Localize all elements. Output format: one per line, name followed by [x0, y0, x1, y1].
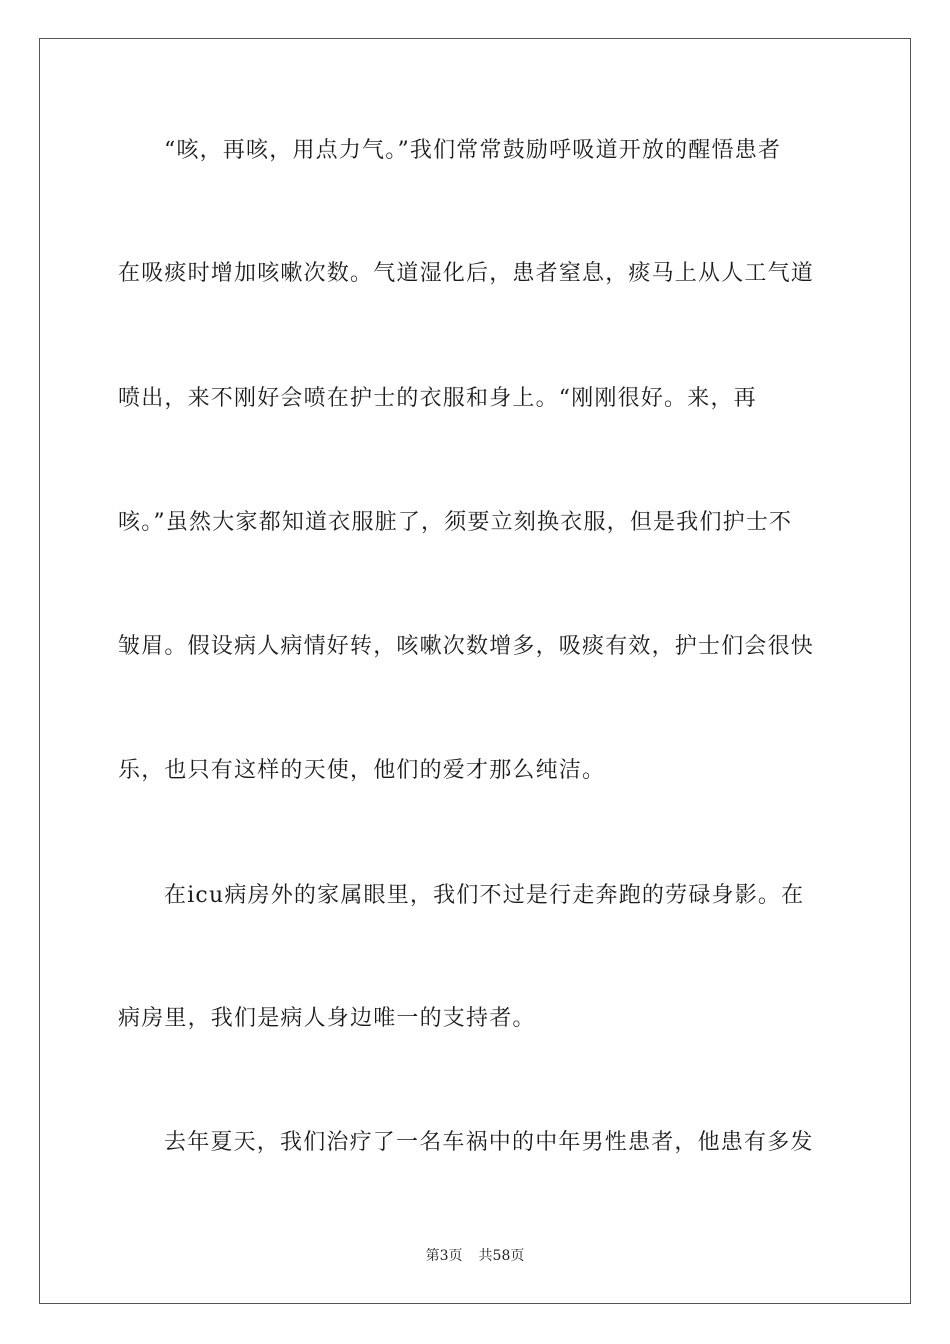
page-border — [39, 38, 911, 1304]
paragraph-line-6: 乐，也只有这样的天使，他们的爱才那么纯洁。 — [118, 758, 606, 783]
paragraph-line-5: 皱眉。假设病人病情好转，咳嗽次数增多，吸痰有效，护士们会很快 — [118, 634, 815, 659]
paragraph-line-2: 在吸痰时增加咳嗽次数。气道湿化后，患者窒息，痰马上从人工气道 — [118, 261, 815, 286]
page-footer — [0, 1247, 950, 1265]
paragraph-line-4: 咳。”虽然大家都知道衣服脏了，须要立刻换衣服，但是我们护士不 — [118, 510, 793, 535]
paragraph-line-9: 去年夏天，我们治疗了一名车祸中的中年男性患者，他患有多发 — [164, 1130, 814, 1155]
page-number: 第3页 — [425, 1248, 463, 1264]
paragraph-line-3: 喷出，来不刚好会喷在护士的衣服和身上。“刚刚很好。来，再 — [118, 386, 757, 411]
paragraph-line-7: 在icu病房外的家属眼里，我们不过是行走奔跑的劳碌身影。在 — [164, 883, 805, 908]
paragraph-line-8: 病房里，我们是病人身边唯一的支持者。 — [118, 1006, 536, 1031]
page-total: 共58页 — [478, 1248, 525, 1264]
paragraph-line-1: “咳，再咳，用点力气。”我们常常鼓励呼吸道开放的醒悟患者 — [164, 138, 782, 163]
